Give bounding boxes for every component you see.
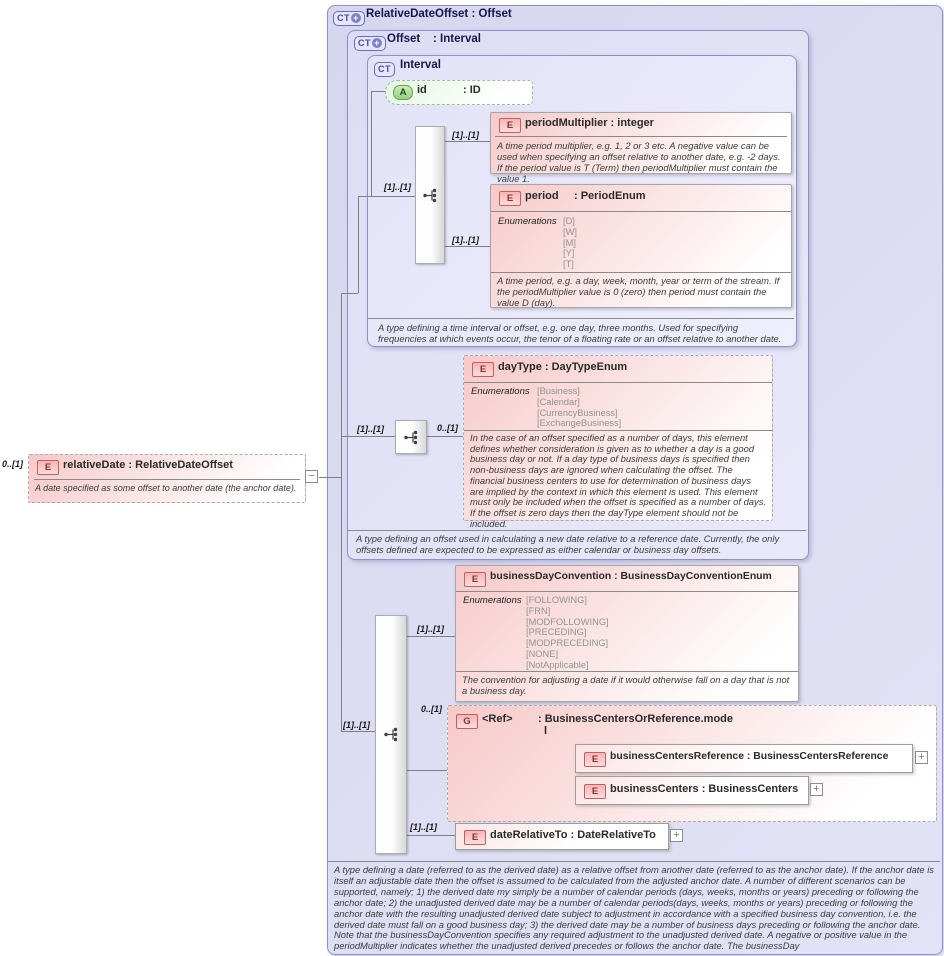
expand-toggle[interactable]: + (915, 751, 928, 764)
connector-line (341, 436, 395, 437)
attribute-type: : ID (463, 84, 481, 96)
element-name: period (525, 190, 559, 202)
enum-value: [ExchangeBusiness] (537, 418, 622, 429)
cardinality: [1]..[1] (417, 624, 444, 634)
cardinality: 0..[1] (437, 423, 459, 433)
element-daytype[interactable] (463, 355, 773, 529)
sequence-icon (403, 429, 420, 446)
sequence-connector-offset[interactable] (395, 420, 427, 454)
connector-line (341, 731, 375, 732)
element-type: : PeriodEnum (574, 190, 646, 202)
enum-value: [FRN] (526, 605, 551, 616)
enum-value: [MODFOLLOWING] (526, 616, 609, 627)
element-badge: E (584, 784, 606, 799)
element-doc: A time period multiplier, e.g. 1, 2 or 3 etc. A negative value can be used when specifying an offset relative to another date, e.g. -2 days. If the period value is T (Term) then periodMultiplier must contain the value 1. (497, 140, 781, 184)
enum-value: [CurrencyBusiness] (537, 407, 618, 418)
connector-line (443, 246, 490, 247)
cardinality-relativedate: 0..[1] (2, 459, 24, 469)
ct-badge-label: CT (337, 13, 350, 23)
cardinality: [1]..[1] (384, 182, 411, 192)
element-businessdayconvention[interactable] (455, 565, 799, 702)
sequence-icon (383, 726, 400, 743)
cardinality: [1]..[1] (452, 130, 479, 140)
ct-badge-label: CT (378, 64, 391, 74)
element-businesscenters[interactable] (575, 776, 809, 805)
element-badge: E (584, 752, 606, 767)
enumeration-values (526, 595, 609, 671)
element-title: businessCentersReference : BusinessCentersReference (610, 751, 889, 762)
doc-separator (368, 318, 794, 319)
enumerations-label: Enumerations (471, 386, 530, 397)
cardinality: [1]..[1] (410, 822, 437, 832)
element-badge: E (499, 191, 521, 206)
element-badge: E (464, 830, 486, 845)
attribute-badge: A (393, 85, 413, 100)
group-name: <Ref> (482, 713, 513, 725)
element-period[interactable] (490, 184, 792, 308)
enumeration-values (537, 386, 621, 429)
connector-line (371, 91, 385, 92)
element-doc: The convention for adjusting a date if it would otherwise fall on a day that is not a business day. (462, 674, 790, 696)
element-periodmultiplier[interactable] (490, 112, 792, 184)
plus-icon: + (372, 38, 382, 48)
cardinality: 0..[1] (421, 704, 443, 714)
enum-value: [Y] (563, 248, 575, 259)
sequence-connector-relativedateoffset[interactable] (375, 615, 407, 854)
enum-value: [Business] (537, 386, 580, 396)
element-doc: In the case of an offset specified as a number of days, this element defines whether consideration is given as to whether a day is a good business day or not. If a day type of business days is specified then non-business days are ignored when calculating the offset. The financial business centers to use for determination of business days are implied by the context in which this element is used. This element must only be included when the offset is specified as a number of days. If the offset is zero days then the dayType element should not be included. (470, 432, 766, 529)
enum-value: [MODPRECEDING] (526, 638, 609, 649)
relativedateoffset-doc: A type defining a date (referred to as the derived date) as a relative offset from another date (referred to as the anchor date). If the anchor date is itself an adjustable date then the offset is assumed to be calculated from the adjusted anchor date. A number of different scenarios can be supported, namely; 1) the derived date my simply be a number of calendar periods (days, weeks, months or years) preceding or following the anchor date; 2) the unadjusted derived date may be a number of calendar periods(days, weeks, months or years) preceding or following the anchor date with the resulting unadjusted derived date subject to adjustment in accordance with a specified business day convention, i.e. the derived date must fall on a good business day; 3) the derived date may be a number of business days preceding or following the anchor date. Note that the businessDayConvention specifies any required adjustment to the unadjusted derived date. A negative or positive value in the periodMultiplier indicates whether the unadjusted derived precedes or follows the anchor date. The businessDay (334, 864, 934, 952)
doc-separator (328, 861, 940, 862)
element-daterelativeto[interactable] (455, 823, 669, 850)
connector-line (341, 293, 358, 294)
ct-badge-relativedateoffset (333, 8, 365, 26)
group-badge: G (456, 714, 478, 729)
enumeration-values (563, 216, 577, 270)
offset-doc: A type defining an offset used in calculating a new date relative to a reference date. Currently, the only offsets defined are expected to be expressed as either calendar or business day offsets. (356, 533, 780, 555)
cardinality: [1]..[1] (452, 235, 479, 245)
collapse-toggle[interactable]: − (305, 470, 318, 483)
relativedateoffset-title: RelativeDateOffset : Offset (366, 8, 512, 20)
connector-line (341, 293, 342, 731)
ct-badge-label: CT (358, 38, 371, 48)
enum-value: [FOLLOWING] (526, 595, 587, 605)
element-badge: E (37, 460, 59, 475)
offset-title-type: : Interval (433, 33, 481, 45)
element-badge: E (472, 362, 494, 377)
interval-title: Interval (400, 59, 441, 71)
cardinality: [1]..[1] (357, 424, 384, 434)
element-doc: A time period, e.g. a day, week, month, year or term of the stream. If the periodMultiplier value is 0 (zero) then period must contain the value D (day). (497, 275, 780, 308)
cardinality: [1]..[1] (343, 720, 370, 730)
connector-line (358, 196, 415, 197)
doc-separator (348, 530, 806, 531)
sequence-connector-interval[interactable] (415, 126, 445, 264)
enum-value: [W] (563, 226, 577, 237)
element-doc: A date specified as some offset to another date (the anchor date). (35, 483, 297, 493)
connector-line (443, 141, 490, 142)
element-title: businessCenters : BusinessCenters (610, 783, 799, 795)
element-businesscentersreference[interactable] (575, 744, 913, 773)
expand-toggle[interactable]: + (670, 829, 683, 842)
element-relativedate[interactable] (28, 454, 306, 503)
element-title: dayType : DayTypeEnum (498, 361, 628, 373)
group-type-wrap: l (544, 725, 548, 737)
element-badge: E (464, 572, 486, 587)
element-title: periodMultiplier : integer (525, 117, 654, 129)
enumerations-label: Enumerations (463, 595, 522, 606)
attribute-id[interactable] (385, 80, 533, 105)
connector-line (405, 835, 455, 836)
connector-line (319, 477, 341, 478)
enum-value: [M] (563, 237, 576, 248)
enumerations-label: Enumerations (498, 216, 557, 227)
enum-value: [NotApplicable] (526, 659, 589, 670)
ct-badge-offset (354, 33, 386, 51)
connector-line (405, 636, 455, 637)
element-title: relativeDate : RelativeDateOffset (63, 459, 233, 471)
element-title: businessDayConvention : BusinessDayConventionEnum (490, 571, 772, 582)
sequence-icon (422, 187, 439, 204)
group-type: : BusinessCentersOrReference.mode (538, 713, 734, 725)
enum-value: [D] (563, 216, 575, 226)
enum-value: [T] (563, 259, 574, 270)
expand-toggle[interactable]: + (810, 783, 823, 796)
connector-line (425, 436, 463, 437)
offset-title-name: Offset (387, 33, 421, 45)
connector-line (371, 91, 372, 196)
attribute-name: id (417, 84, 427, 96)
plus-icon: + (351, 13, 361, 23)
interval-doc: A type defining a time interval or offset, e.g. one day, three months. Used for specifying frequencies at which events occur, the tenor of a floating rate or an offset relative to another date. (378, 322, 782, 344)
ct-badge-interval (374, 59, 395, 77)
enum-value: [NONE] (526, 648, 559, 659)
enum-value: [Calendar] (537, 396, 580, 407)
element-badge: E (499, 118, 521, 133)
element-title: dateRelativeTo : DateRelativeTo (490, 829, 656, 841)
enum-value: [PRECEDING] (526, 627, 587, 638)
connector-line (358, 196, 359, 293)
